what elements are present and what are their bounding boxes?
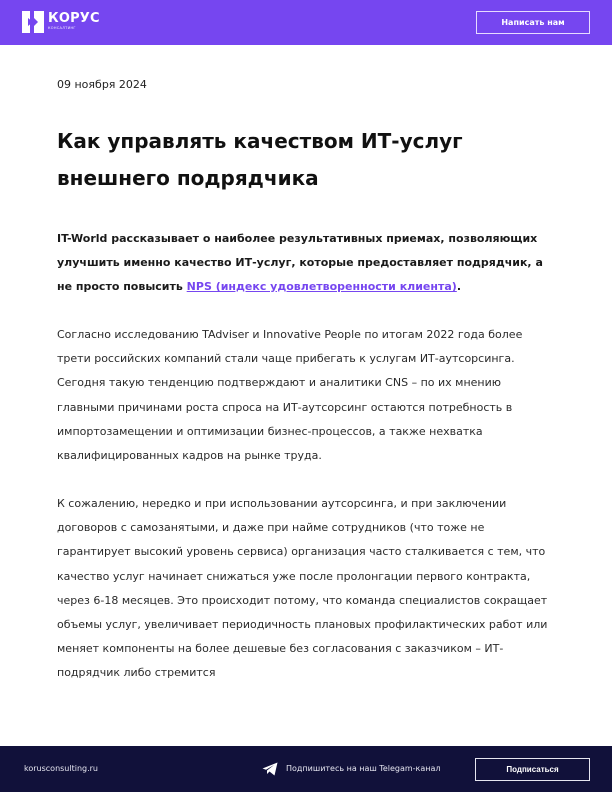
- lead-text: IT-World рассказывает о наиболее результативных приемах, позволяющих улучшить именно качество ИТ-услуг, которые предоставляет подрядчик, а не просто повысить: [57, 232, 543, 293]
- subscribe-button[interactable]: Подписаться: [475, 758, 590, 781]
- telegram-promo-text: Подпишитесь на наш Telegam-канал: [286, 764, 441, 773]
- article-paragraph: Согласно исследованию TAdviser и Innovative People по итогам 2022 года более трети российских компаний стали чаще прибегать к услугам ИТ-аутсорсинга. Сегодня такую тенденцию подтверждают и аналитики CNS – по их мнению главными причинами роста спроса на ИТ-аутсорсинг остаются потребность в импортозамещении и оптимизации бизнес-процессов, а также нехватка квалифицированных кадров на рынке труда.: [57, 328, 523, 463]
- nps-link[interactable]: NPS (индекс удовлетворенности клиента): [186, 280, 457, 293]
- telegram-icon: [262, 762, 278, 776]
- article-paragraph: К сожалению, нередко и при использовании аутсорсинга, и при заключении договоров с самозанятыми, и даже при найме сотрудников (что тоже не гарантирует высокий уровень сервиса) организация часто сталкивается с тем, что качество услуг начинает снижаться уже после пролонгации первого контракта, через 6-18 месяцев. Это происходит потому, что команда специалистов сокращает объемы услуг, увеличивает периодичность плановых профилактических работ или меняет компоненты на более дешевые без согласования с заказчиком – ИТ-подрядчик либо стремится: [57, 497, 548, 680]
- logo-name: КОРУС: [48, 11, 100, 26]
- article-lead: [57, 227, 557, 299]
- logo-mark-icon: [22, 11, 44, 33]
- korus-logo[interactable]: [22, 11, 100, 35]
- top-header: [0, 0, 612, 45]
- lead-text-end: .: [456, 280, 461, 293]
- article-date: 09 ноября 2024: [57, 78, 147, 91]
- logo-subtitle: КОНСАЛТИНГ: [48, 26, 76, 30]
- article-title: Как управлять качеством ИТ-услуг внешнего подрядчика: [57, 129, 463, 190]
- write-us-button[interactable]: Написать нам: [476, 11, 590, 34]
- site-link[interactable]: korusconsulting.ru: [24, 764, 99, 773]
- footer-bar: [0, 746, 612, 792]
